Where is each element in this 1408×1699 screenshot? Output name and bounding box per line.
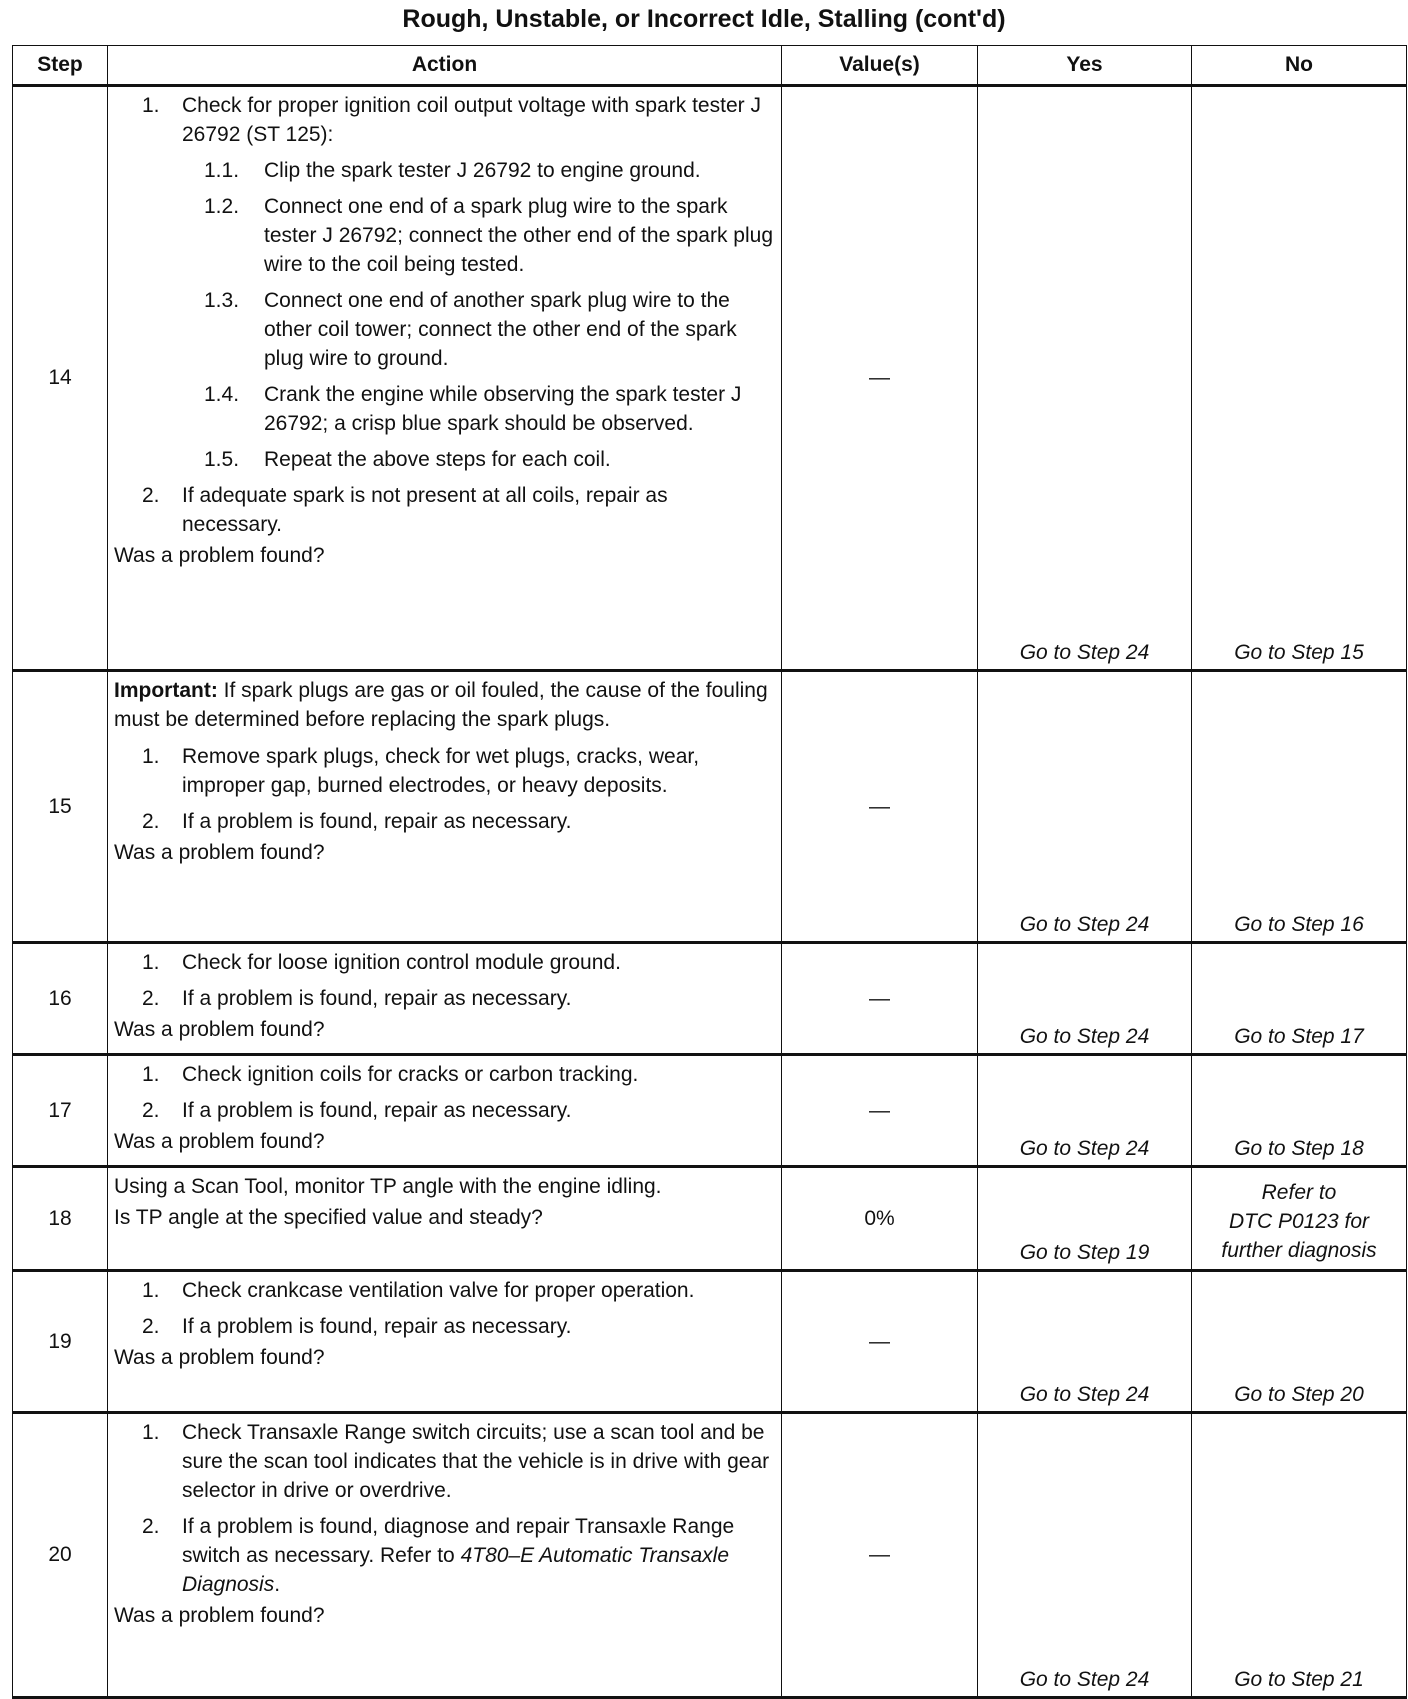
question-text: Was a problem found? [114,1018,325,1041]
diagnostic-table [12,45,1407,1699]
step-number: 17 [13,1055,108,1167]
dtc-reference: DTC P0123 [1228,1210,1339,1233]
list-item: 1.3. Connect one end of another spark plug wire to the other coil tower; connect the other end of the spark plug wire to ground. [204,289,737,370]
list-item: 2. If a problem is found, diagnose and repair Transaxle Range switch as necessary. Refer to 4T80–E Automatic Transaxle Diagnosis. [142,1515,735,1596]
yes-cell: Go to Step 24 [978,86,1192,671]
action-cell [108,1271,782,1413]
list-item: 2. If adequate spark is not present at all coils, repair as necessary. [142,484,668,536]
list-item: 1. Check for loose ignition control module ground. [142,951,621,974]
no-cell: Go to Step 15 [1192,86,1407,671]
table-row-step-19 [13,1271,1407,1413]
step-number: 15 [13,671,108,943]
action-cell [108,943,782,1055]
list-item: 1. Check crankcase ventilation valve for proper operation. [142,1279,695,1302]
list-item: 1.2. Connect one end of a spark plug wire to the spark tester J 26792; connect the other end of the spark plug wire to the coil being tested. [204,195,774,276]
value-cell: 0% [782,1167,978,1271]
manual-reference: 4T80–E Automatic Transaxle Diagnosis [182,1544,730,1596]
action-cell [108,1413,782,1698]
question-text: Was a problem found? [114,544,325,567]
yes-cell: Go to Step 24 [978,1413,1192,1698]
no-cell: Go to Step 16 [1192,671,1407,943]
no-cell: Go to Step 20 [1192,1271,1407,1413]
value-cell: — [782,86,978,671]
step-number: 18 [13,1167,108,1271]
no-cell: Go to Step 18 [1192,1055,1407,1167]
yes-cell: Go to Step 24 [978,943,1192,1055]
step-number: 19 [13,1271,108,1413]
list-item: 1. Check Transaxle Range switch circuits; use a scan tool and be sure the scan tool indicates that the vehicle is in drive with gear selector in drive or overdrive. [142,1421,770,1502]
page-title: Rough, Unstable, or Incorrect Idle, Stalling (cont'd) [402,5,1006,33]
header-yes: Yes [978,46,1192,86]
value-cell: — [782,671,978,943]
list-item: 1.1. Clip the spark tester J 26792 to engine ground. [204,159,701,182]
question-text: Was a problem found? [114,1346,325,1369]
table-row-step-15 [13,671,1407,943]
value-cell: — [782,943,978,1055]
question-text: Is TP angle at the specified value and steady? [114,1206,543,1229]
no-cell: Go to Step 21 [1192,1413,1407,1698]
value-cell: — [782,1055,978,1167]
yes-cell: Go to Step 24 [978,1055,1192,1167]
no-cell: Go to Step 17 [1192,943,1407,1055]
yes-cell: Go to Step 24 [978,1271,1192,1413]
step-number: 16 [13,943,108,1055]
no-cell: Refer to DTC P0123 for further diagnosis [1192,1167,1407,1271]
question-text: Was a problem found? [114,841,325,864]
table-row-step-18 [13,1167,1407,1271]
table-row-step-20 [13,1413,1407,1698]
action-cell [108,1167,782,1271]
list-item: 2. If a problem is found, repair as necessary. [142,987,572,1010]
table-row-step-17 [13,1055,1407,1167]
yes-cell: Go to Step 19 [978,1167,1192,1271]
list-item: 1.5. Repeat the above steps for each coil. [204,448,611,471]
header-step: Step [13,46,108,86]
header-no: No [1192,46,1407,86]
step-number: 20 [13,1413,108,1698]
value-cell: — [782,1413,978,1698]
yes-cell: Go to Step 24 [978,671,1192,943]
list-item: 1. Check ignition coils for cracks or carbon tracking. [142,1063,639,1086]
list-item: 2. If a problem is found, repair as necessary. [142,1315,572,1338]
header-values: Value(s) [782,46,978,86]
important-note: Important: If spark plugs are gas or oil fouled, the cause of the fouling must be determined before replacing the spark plugs. [114,679,768,731]
list-item: 2. If a problem is found, repair as necessary. [142,810,572,833]
value-cell: — [782,1271,978,1413]
list-item: 1. Remove spark plugs, check for wet plugs, cracks, wear, improper gap, burned electrodes, or heavy deposits. [142,745,700,797]
list-item: 1.4. Crank the engine while observing the spark tester J 26792; a crisp blue spark should be observed. [204,383,742,435]
list-item: 1. Check for proper ignition coil output voltage with spark tester J 26792 (ST 125): [142,94,761,146]
action-cell [108,671,782,943]
question-text: Was a problem found? [114,1130,325,1153]
table-row-step-16 [13,943,1407,1055]
step-number: 14 [13,86,108,671]
action-cell [108,86,782,671]
header-action: Action [108,46,782,86]
header-row [13,46,1407,86]
list-item: 2. If a problem is found, repair as necessary. [142,1099,572,1122]
table-row-step-14 [13,86,1407,671]
action-text: Using a Scan Tool, monitor TP angle with the engine idling. [114,1175,662,1198]
action-cell [108,1055,782,1167]
question-text: Was a problem found? [114,1604,325,1627]
